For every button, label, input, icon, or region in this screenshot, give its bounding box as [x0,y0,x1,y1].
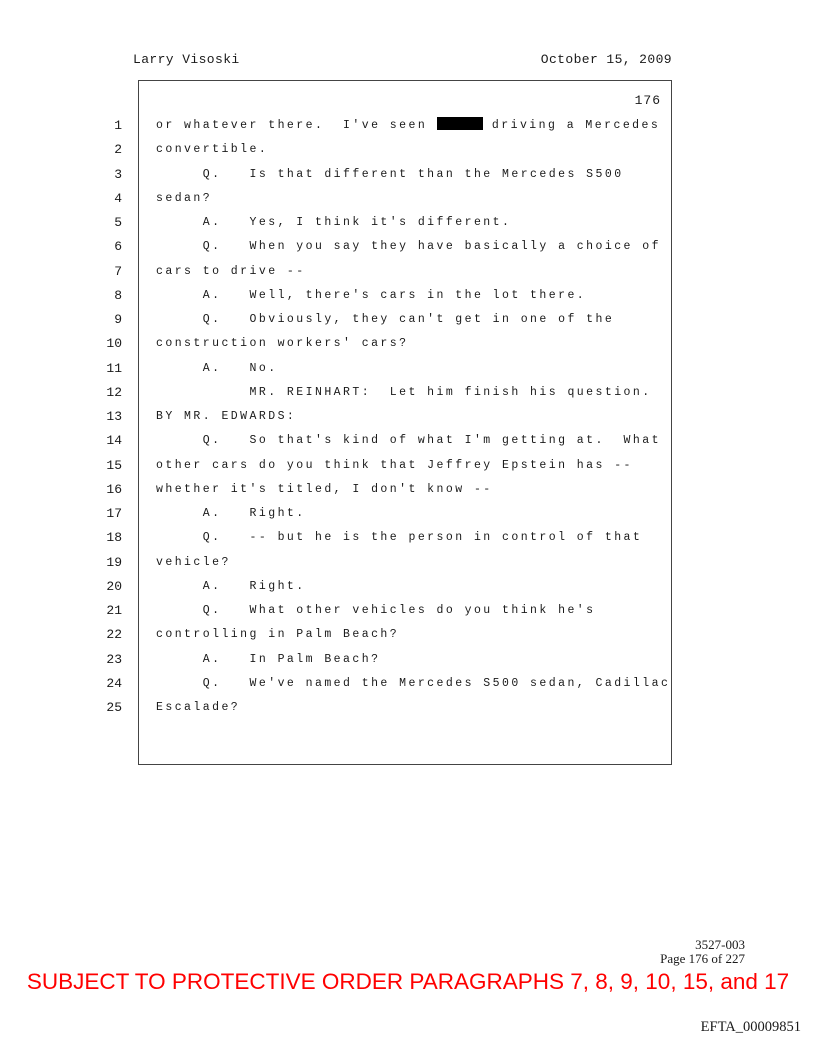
line-number: 16 [106,481,122,497]
efta-document-number: EFTA_00009851 [700,1019,801,1035]
protective-order-notice: SUBJECT TO PROTECTIVE ORDER PARAGRAPHS 7, 8, 9, 10, 15, and 17 [26,969,790,994]
transcript-line-segment: driving a Mercedes [482,119,661,132]
transcript-line: Q. Obviously, they can't get in one of the [156,313,615,326]
line-number: 24 [106,675,122,691]
line-number: 19 [106,554,122,570]
transcript-line: A. Right. [156,507,306,520]
line-number: 23 [106,651,122,667]
transcript-line: A. In Palm Beach? [156,652,381,666]
transcript-line: A. Right. [156,579,306,593]
line-number: 7 [114,263,122,279]
transcript-line-segment: or whatever there. I've seen [156,119,437,132]
line-number: 20 [106,578,122,594]
transcript-line: other cars do you think that Jeffrey Epstein has -- [156,458,633,472]
witness-name: Larry Visoski [133,52,240,67]
line-number: 14 [106,433,122,449]
line-number: 3 [114,166,122,182]
line-number: 11 [106,360,122,376]
line-number: 4 [114,190,122,206]
line-number: 1 [114,118,122,133]
line-number: 21 [106,603,122,618]
bates-page-count: Page 176 of 227 [660,951,745,966]
redaction-block [437,117,483,130]
line-number: 22 [106,627,122,643]
transcript-line: MR. REINHART: Let him finish his question. [156,385,652,399]
transcript-line: controlling in Palm Beach? [156,628,400,642]
line-number: 18 [106,530,122,546]
line-number: 15 [106,457,122,473]
transcript-line: Q. -- but he is the person in control of that [156,531,643,545]
transcript-line: A. No. [156,361,278,375]
transcript-line: whether it's titled, I don't know -- [156,482,493,496]
bates-code: 3527-003 [695,937,745,952]
line-number: 6 [114,239,122,255]
transcript-line: Q. We've named the Mercedes S500 sedan, Cadillac [156,676,671,690]
transcript-line: cars to drive -- [156,264,306,278]
line-number: 9 [114,312,122,327]
deposition-date: October 15, 2009 [540,52,672,67]
transcript-line: Q. When you say they have basically a choice of [156,240,661,254]
transcript-line: BY MR. EDWARDS: [156,410,297,423]
transcript-line [156,116,660,136]
line-number: 25 [106,700,122,715]
transcript-line: Q. What other vehicles do you think he's [156,604,596,617]
transcript-line: vehicle? [156,555,231,569]
line-number: 5 [114,215,122,230]
line-number: 13 [106,409,122,424]
transcript-line: A. Yes, I think it's different. [156,216,512,229]
transcript-line: construction workers' cars? [156,337,409,351]
line-number: 10 [106,336,122,352]
transcript-line: Q. So that's kind of what I'm getting at. What [156,434,661,448]
transcript-line: Escalade? [156,701,241,714]
transcript-line: A. Well, there's cars in the lot there. [156,288,587,302]
line-number: 17 [106,506,122,521]
transcript-line: Q. Is that different than the Mercedes S500 [156,167,624,181]
transcript-line: convertible. [156,143,269,157]
line-number: 2 [114,142,122,158]
line-number: 8 [114,287,122,303]
transcript-line: sedan? [156,191,213,205]
transcript-page-number: 176 [634,93,661,108]
line-number: 12 [106,384,122,400]
